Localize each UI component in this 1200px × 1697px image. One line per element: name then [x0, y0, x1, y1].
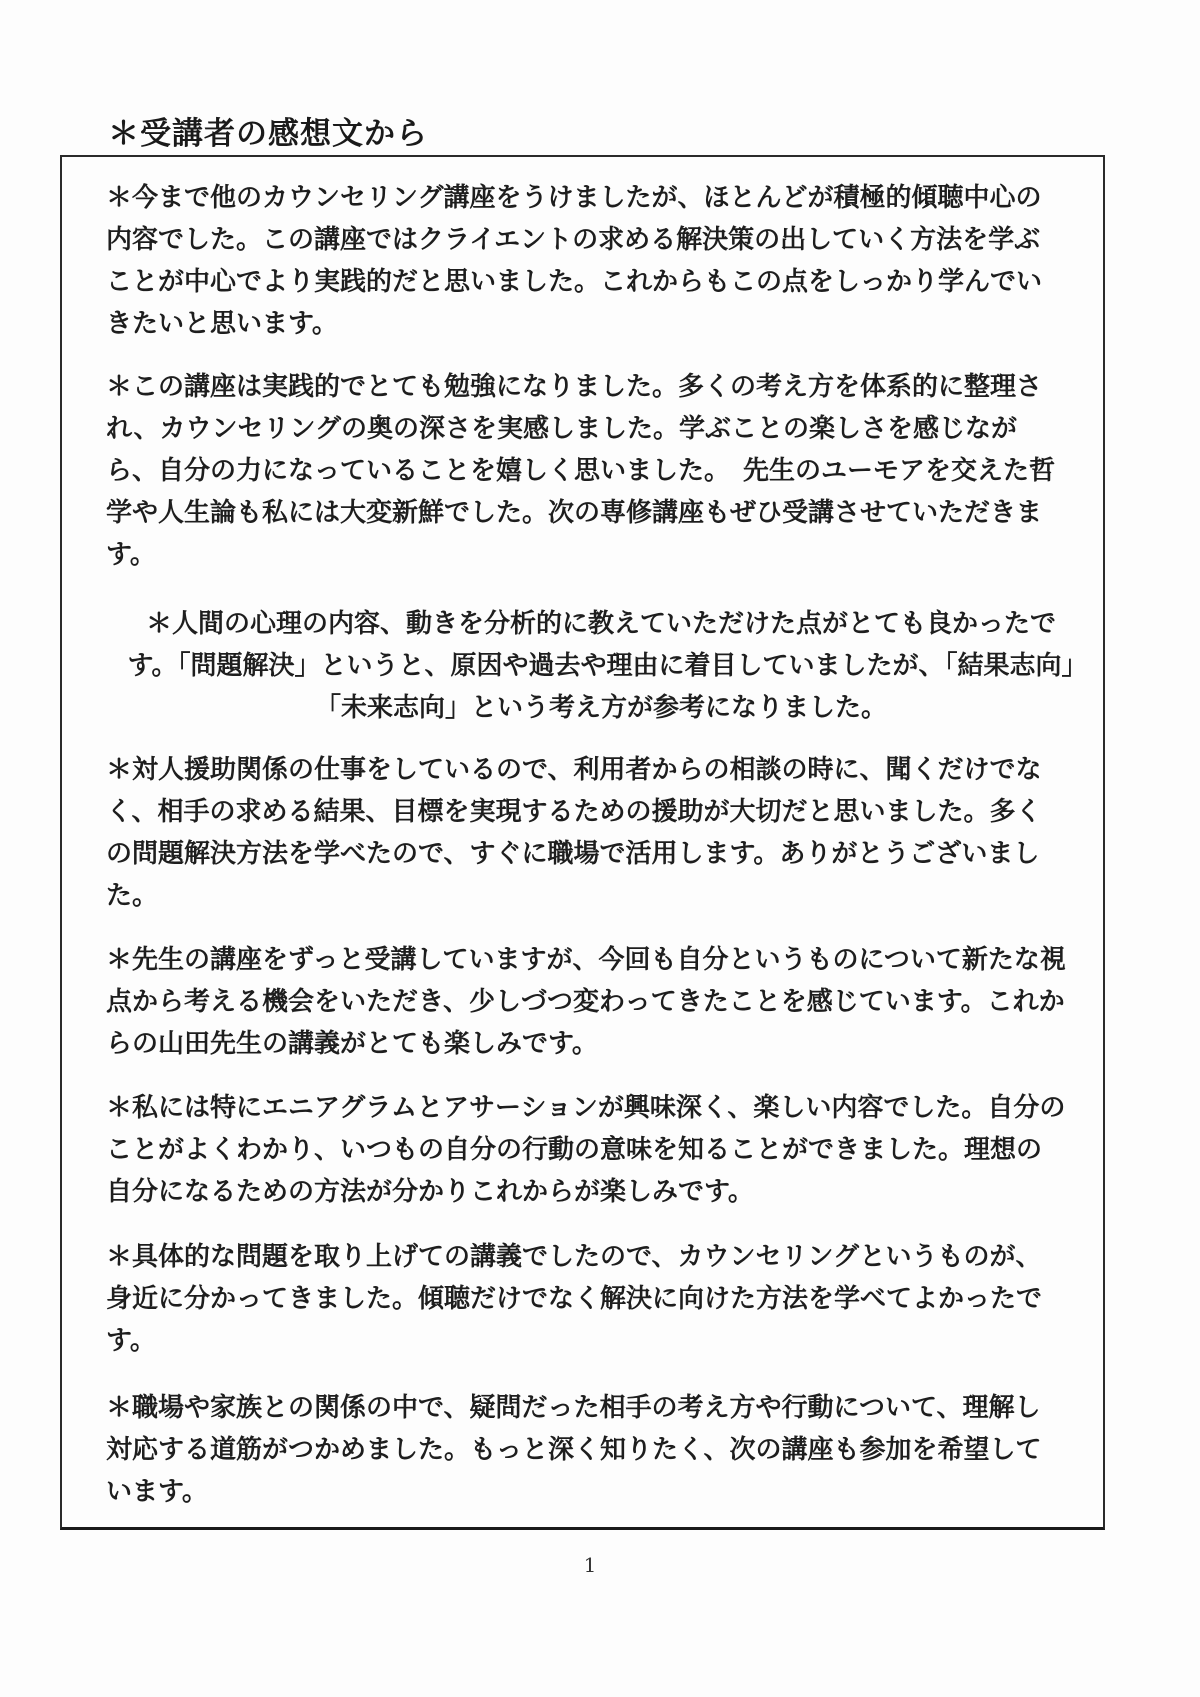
comment-paragraph: ＊この講座は実践的でとても勉強になりました。多くの考え方を体系的に整理され、カウンセリングの奥の深さを実感しました。学ぶことの楽しさを感じながら、自分の力になっていることを嬉しく思いました。 先生のユーモアを交えた哲学や人生論も私には大変新鮮でした。次の専修講座もぜひ受講させていただきます。	[106, 372, 1056, 570]
comment-paragraph: ＊対人援助関係の仕事をしているので、利用者からの相談の時に、聞くだけでなく、相手の求める結果、目標を実現するための援助が大切だと思いました。多くの問題解決方法を学べたので、すぐに職場で活用します。ありがとうございました。	[106, 755, 1042, 911]
comment-paragraph: ＊私には特にエニアグラムとアサーションが興味深く、楽しい内容でした。自分のことがよくわかり、いつもの自分の行動の意味を知ることができました。理想の自分になるための方法が分かりこれからが楽しみです。	[106, 1093, 1066, 1207]
page-heading: ＊受講者の感想文から	[108, 116, 428, 152]
page-number: 1	[583, 1553, 597, 1577]
comment-paragraph: ＊先生の講座をずっと受講していますが、今回も自分というものについて新たな視点から考える機会をいただき、少しづつ変わってきたことを感じています。これからの山田先生の講義がとても楽しみです。	[106, 945, 1066, 1059]
comment-paragraph: ＊人間の心理の内容、動きを分析的に教えていただけた点がとても良かったです。「問題解決」というと、原因や過去や理由に着目していましたが、「結果志向」「未来志向」という考え方が参考になりました。	[127, 609, 1075, 723]
comment-paragraph: ＊今まで他のカウンセリング講座をうけましたが、ほとんどが積極的傾聴中心の内容でした。この講座ではクライエントの求める解決策の出していく方法を学ぶことが中心でより実践的だと思いました。これからもこの点をしっかり学んでいきたいと思います。	[106, 183, 1043, 339]
comment-paragraph: ＊具体的な問題を取り上げての講義でしたので、カウンセリングというものが、身近に分かってきました。傾聴だけでなく解決に向けた方法を学べてよかったです。	[106, 1242, 1043, 1356]
comment-paragraph: ＊職場や家族との関係の中で、疑問だった相手の考え方や行動について、理解し対応する道筋がつかめました。もっと深く知りたく、次の講座も参加を希望しています。	[106, 1393, 1042, 1507]
